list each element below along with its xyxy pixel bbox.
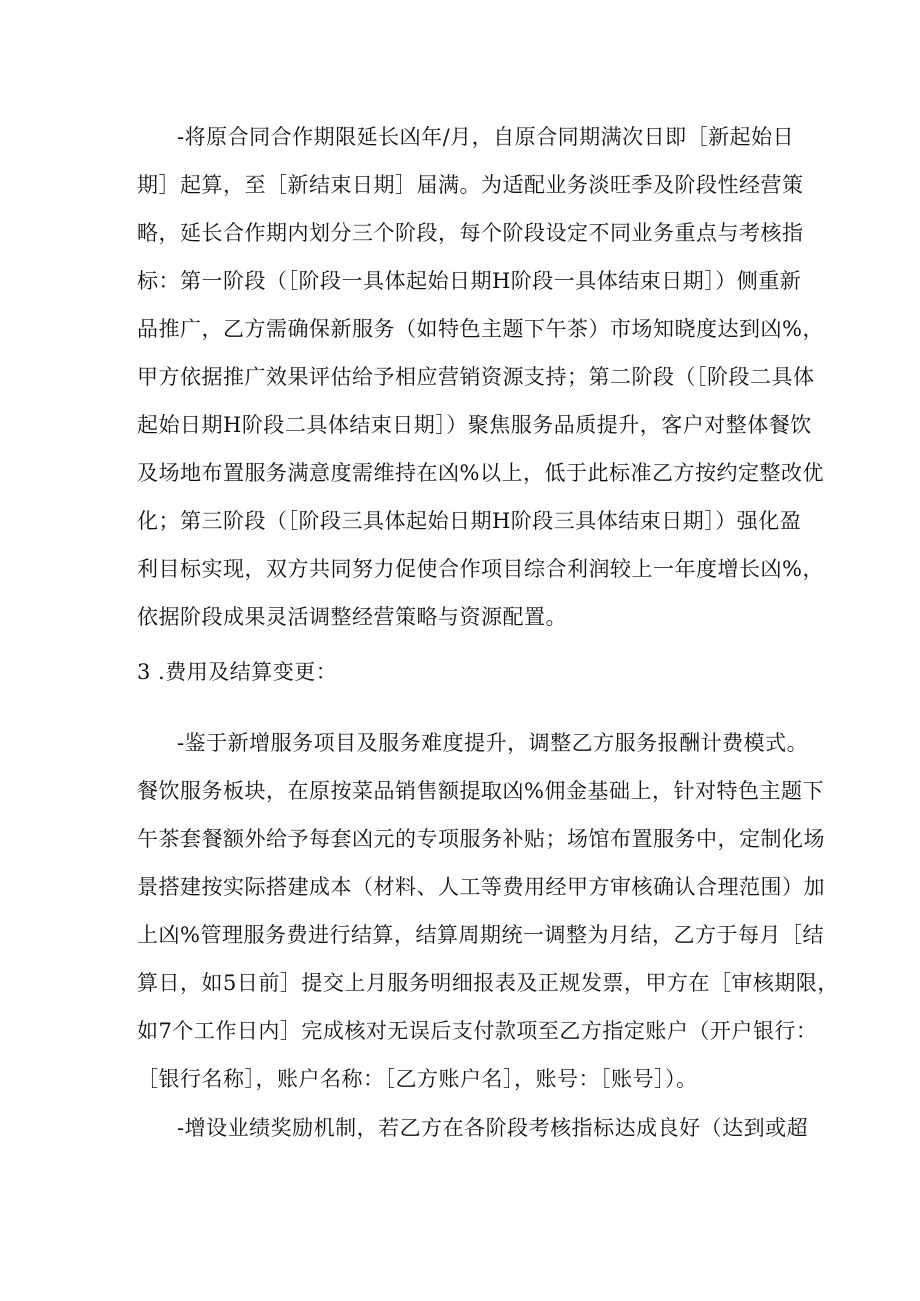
- paragraph-line: ［银行名称］，账户名称：［乙方账户名］，账号：［账号］）。: [137, 1067, 698, 1091]
- paragraph-line: 及场地布置服务满意度需维持在凶%以上，低于此标准乙方按约定整改优: [137, 461, 824, 485]
- paragraph-line: 甲方依据推广效果评估给予相应营销资源支持；第二阶段（［阶段二具体: [137, 365, 815, 389]
- paragraph-line: 算日，如5日前］提交上月服务明细报表及正规发票，甲方在［审核期限，: [137, 971, 839, 995]
- paragraph-line: 略，延长合作期内划分三个阶段，每个阶段设定不同业务重点与考核指: [137, 221, 804, 245]
- paragraph-line: 如7个工作日内］完成核对无误后支付款项至乙方指定账户（开户银行：: [137, 1019, 818, 1043]
- paragraph-line: 利目标实现，双方共同努力促使合作项目综合利润较上一年度增长凶%，: [137, 557, 824, 581]
- section-heading: 3 .费用及结算变更：: [137, 660, 338, 684]
- paragraph-line: -增设业绩奖励机制，若乙方在各阶段考核指标达成良好（达到或超: [177, 1116, 809, 1140]
- paragraph-line: -鉴于新增服务项目及服务难度提升，调整乙方服务报酬计费模式。: [177, 731, 809, 755]
- paragraph-line: 品推广，乙方需确保新服务（如特色主题下午茶）市场知晓度达到凶%，: [137, 317, 824, 341]
- paragraph-line: 起始日期H阶段二具体结束日期］）聚焦服务品质提升，客户对整体餐饮: [137, 413, 812, 437]
- paragraph-line: 上凶%管理服务费进行结算，结算周期统一调整为月结，乙方于每月［结: [137, 923, 824, 947]
- paragraph-line: -将原合同合作期限延长凶年/月，自原合同期满次日即［新起始日: [177, 125, 795, 149]
- paragraph-line: 餐饮服务板块，在原按菜品销售额提取凶%佣金基础上，针对特色主题下: [137, 779, 824, 803]
- paragraph-line: 期］起算，至［新结束日期］届满。为适配业务淡旺季及阶段性经营策: [137, 173, 804, 197]
- paragraph-line: 景搭建按实际搭建成本（材料、人工等费用经甲方审核确认合理范围）加: [137, 875, 825, 899]
- paragraph-line: 依据阶段成果灵活调整经营策略与资源配置。: [137, 605, 567, 629]
- paragraph-line: 化；第三阶段（［阶段三具体起始日期H阶段三具体结束日期］）强化盈: [137, 509, 802, 533]
- paragraph-line: 标：第一阶段（［阶段一具体起始日期H阶段一具体结束日期］）侧重新: [137, 269, 802, 293]
- paragraph-line: 午茶套餐额外给予每套凶元的专项服务补贴；场馆布置服务中，定制化场: [137, 827, 825, 851]
